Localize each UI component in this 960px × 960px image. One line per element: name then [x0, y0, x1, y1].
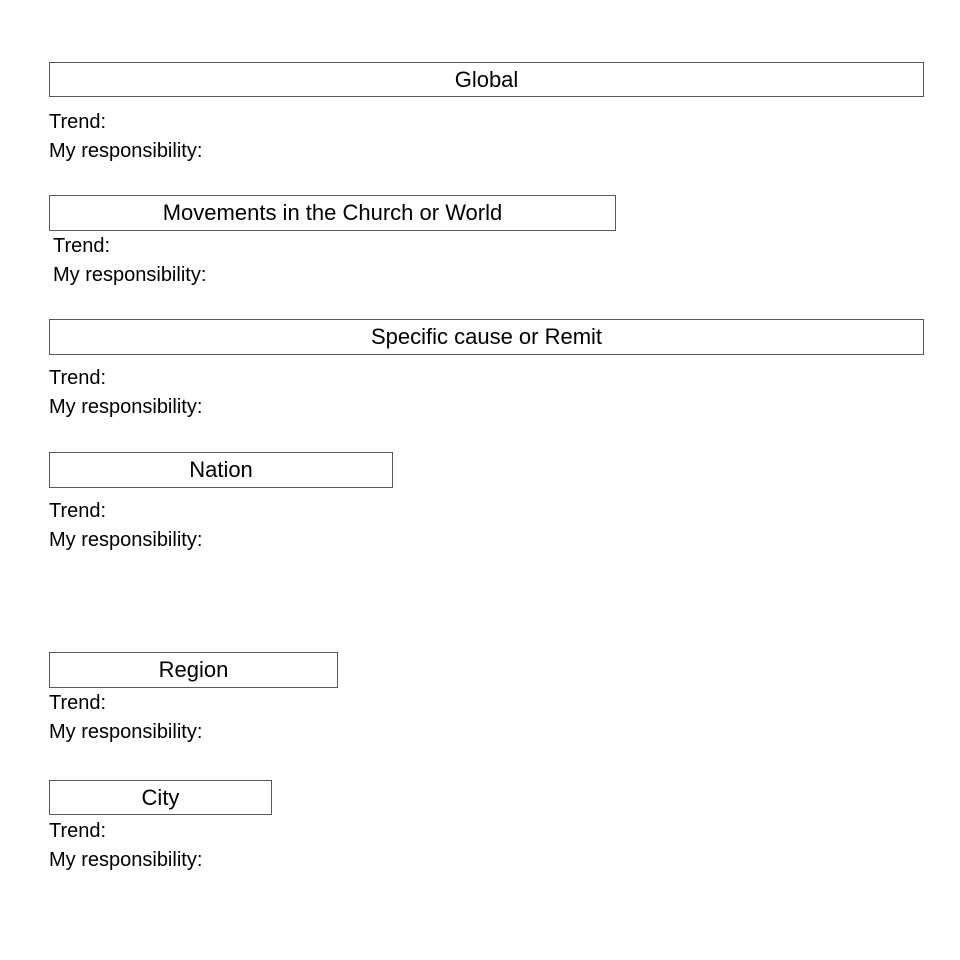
- section-title-box: [49, 652, 338, 688]
- trend-label: Trend:: [49, 692, 107, 714]
- trend-label: Trend:: [49, 820, 107, 842]
- section-title-box: [49, 195, 616, 231]
- section-title: Global: [454, 66, 519, 92]
- responsibility-label: My responsibility:: [49, 721, 203, 743]
- section-title-box: [49, 62, 924, 97]
- trend-label: Trend:: [49, 111, 107, 133]
- section-title-box: [49, 780, 272, 815]
- responsibility-label: My responsibility:: [49, 529, 203, 551]
- section-title: City: [141, 784, 180, 810]
- responsibility-label: My responsibility:: [53, 264, 207, 286]
- trend-label: Trend:: [49, 367, 107, 389]
- section-title: Movements in the Church or World: [162, 200, 503, 225]
- section-title: Specific cause or Remit: [370, 324, 603, 349]
- section-title: Region: [158, 657, 229, 682]
- responsibility-label: My responsibility:: [49, 140, 203, 162]
- section-title-box: [49, 319, 924, 355]
- responsibility-label: My responsibility:: [49, 849, 203, 871]
- trend-label: Trend:: [53, 235, 111, 257]
- section-title-box: [49, 452, 393, 488]
- trend-label: Trend:: [49, 500, 107, 522]
- section-title: Nation: [189, 457, 253, 482]
- responsibility-label: My responsibility:: [49, 396, 203, 418]
